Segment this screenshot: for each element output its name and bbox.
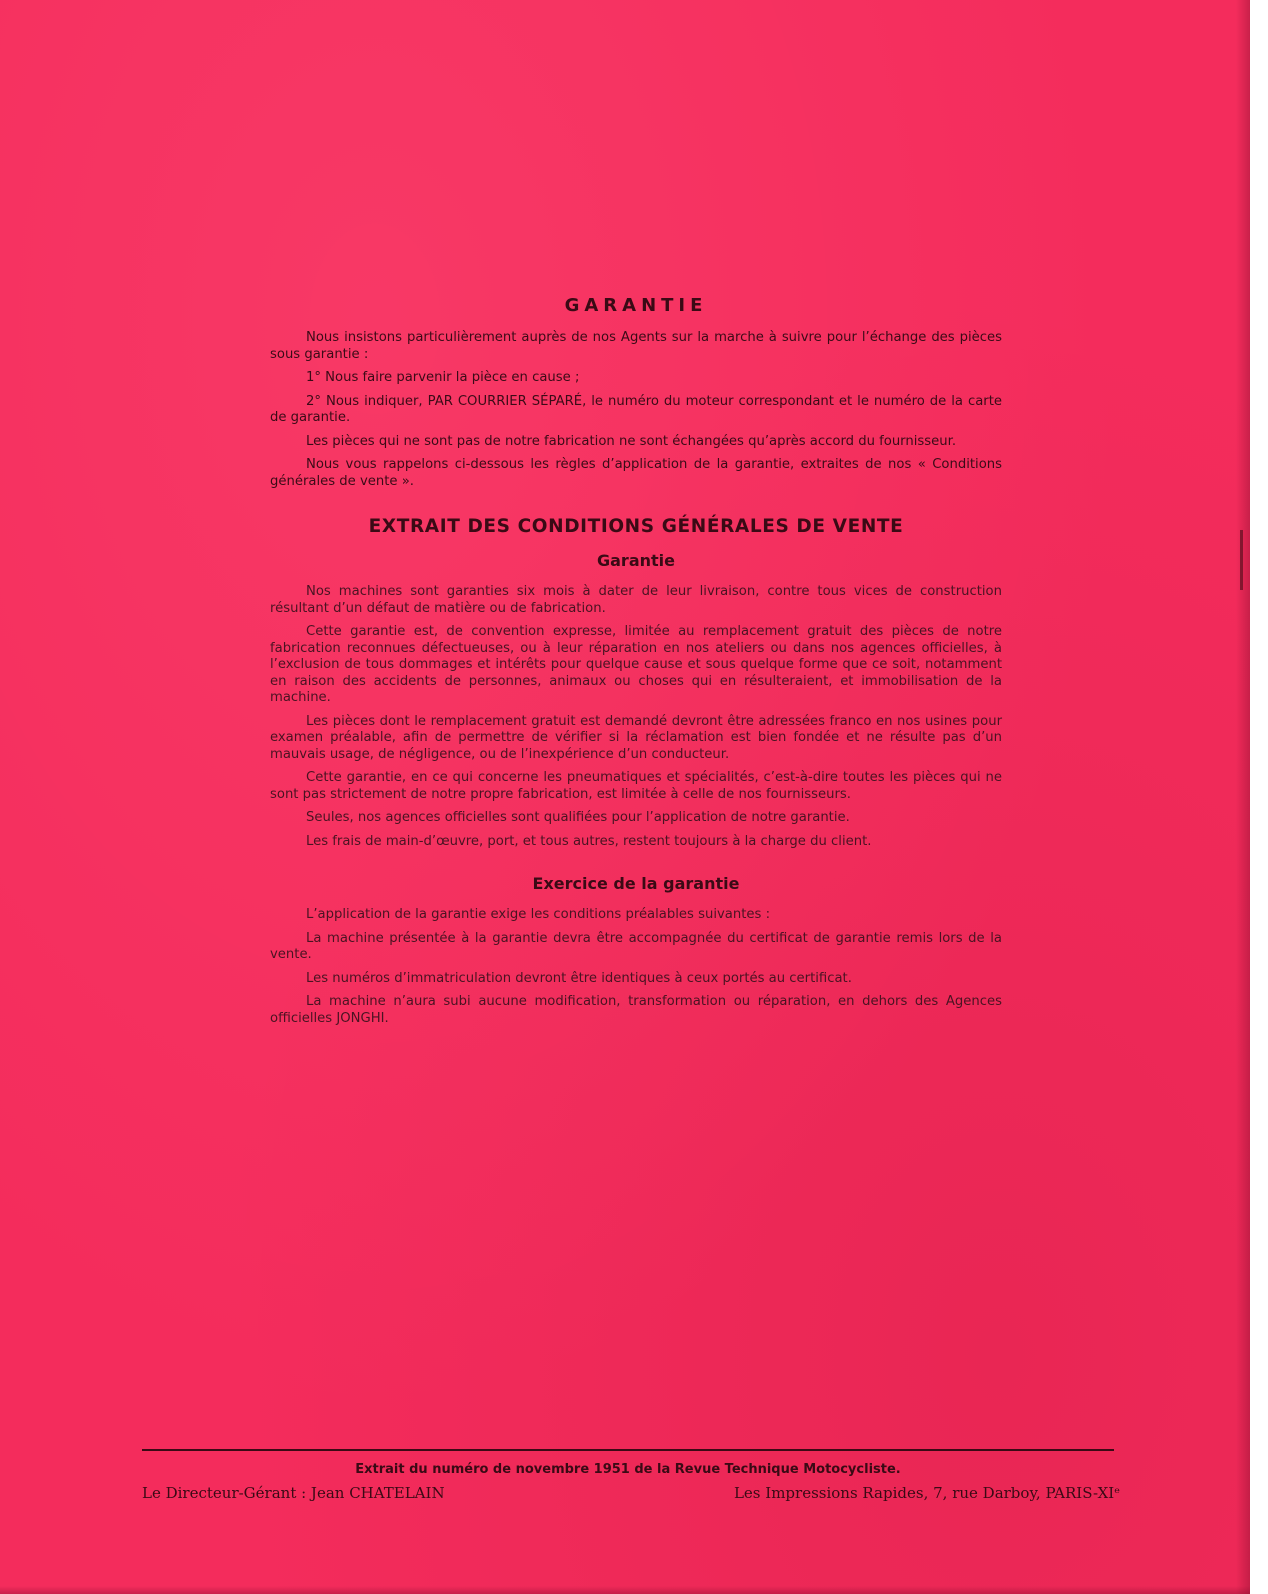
footer-printer: Les Impressions Rapides, 7, rue Darboy, PARIS-XIᵉ [733, 1484, 1120, 1502]
conditions-paragraph: Seules, nos agences officielles sont qualifiées pour l’application de notre garantie. [306, 810, 850, 825]
conditions-paragraph: Les frais de main-d’œuvre, port, et tous autres, restent toujours à la charge du client. [306, 833, 872, 849]
exercice-paragraph: L’application de la garantie exige les conditions préalables suivantes : [306, 907, 771, 922]
garantie-paragraph: Nous insistons particulièrement auprès de nos Agents sur la marche à suivre pour l’échange des pièces sous garantie : [270, 330, 1002, 362]
conditions-paragraph: Nos machines sont garanties six mois à dater de leur livraison, contre tous vices de construction résultant d’un défaut de matière ou de fabrication. [270, 584, 1002, 616]
footer-rule [142, 1449, 1114, 1451]
page-edge-shadow [1236, 0, 1250, 1594]
spine-mark [1240, 530, 1243, 590]
conditions-paragraph: Les pièces dont le remplacement gratuit est demandé devront être adressées franco en nos usines pour examen préalable, afin de permettre de vérifier si la réclamation est bien fondée et ne résulte pas d’un mauvais usage, de négligence, ou de l’inexpérience d’un conducteur. [270, 713, 1002, 762]
garantie-title: GARANTIE [564, 295, 708, 316]
garantie-paragraph: 2° Nous indiquer, PAR COURRIER SÉPARÉ, le numéro du moteur correspondant et le numéro de la carte de garantie. [270, 393, 1002, 425]
garantie-paragraph: Les pièces qui ne sont pas de notre fabrication ne sont échangées qu’après accord du fournisseur. [306, 433, 957, 449]
exercice-paragraph: La machine n’aura subi aucune modification, transformation ou réparation, en dehors des Agences officielles JONGHI. [270, 994, 1002, 1026]
exercice-paragraph: La machine présentée à la garantie devra être accompagnée du certificat de garantie remis lors de la vente. [270, 930, 1002, 962]
garantie-paragraph: Nous vous rappelons ci-dessous les règles d’application de la garantie, extraites de nos « Conditions générales de vente ». [270, 457, 1002, 489]
exercice-paragraph: Les numéros d’immatriculation devront être identiques à ceux portés au certificat. [306, 970, 852, 986]
conditions-paragraph: Cette garantie est, de convention expresse, limitée au remplacement gratuit des pièces de notre fabrication reconnues défectueuses, ou à leur réparation en nos ateliers ou dans nos agences officielles, à l’exclusion de tous dommages et intérêts pour quelque cause et sous quelque forme que ce soit, notamment en raison des accidents de personnes, animaux ou choses qui en résulteraient, et immobilisation de la machine. [270, 624, 1002, 705]
main-content [270, 295, 1002, 1034]
garantie-subheading: Garantie [597, 551, 675, 570]
conditions-paragraph: Cette garantie, en ce qui concerne les pneumatiques et spécialités, c’est-à-dire toutes les pièces qui ne sont pas strictement de notre propre fabrication, est limitée à celle de nos fournisseurs. [270, 770, 1002, 802]
footer-director: Le Directeur-Gérant : Jean CHATELAIN [142, 1484, 445, 1502]
exercice-subheading: Exercice de la garantie [532, 874, 740, 893]
garantie-paragraph: 1° Nous faire parvenir la pièce en cause ; [306, 370, 580, 385]
extrait-heading: EXTRAIT DES CONDITIONS GÉNÉRALES DE VENTE [368, 516, 904, 537]
page-bottom-shadow [0, 1586, 1250, 1594]
footer-source-line: Extrait du numéro de novembre 1951 de la Revue Technique Motocycliste. [355, 1462, 901, 1477]
